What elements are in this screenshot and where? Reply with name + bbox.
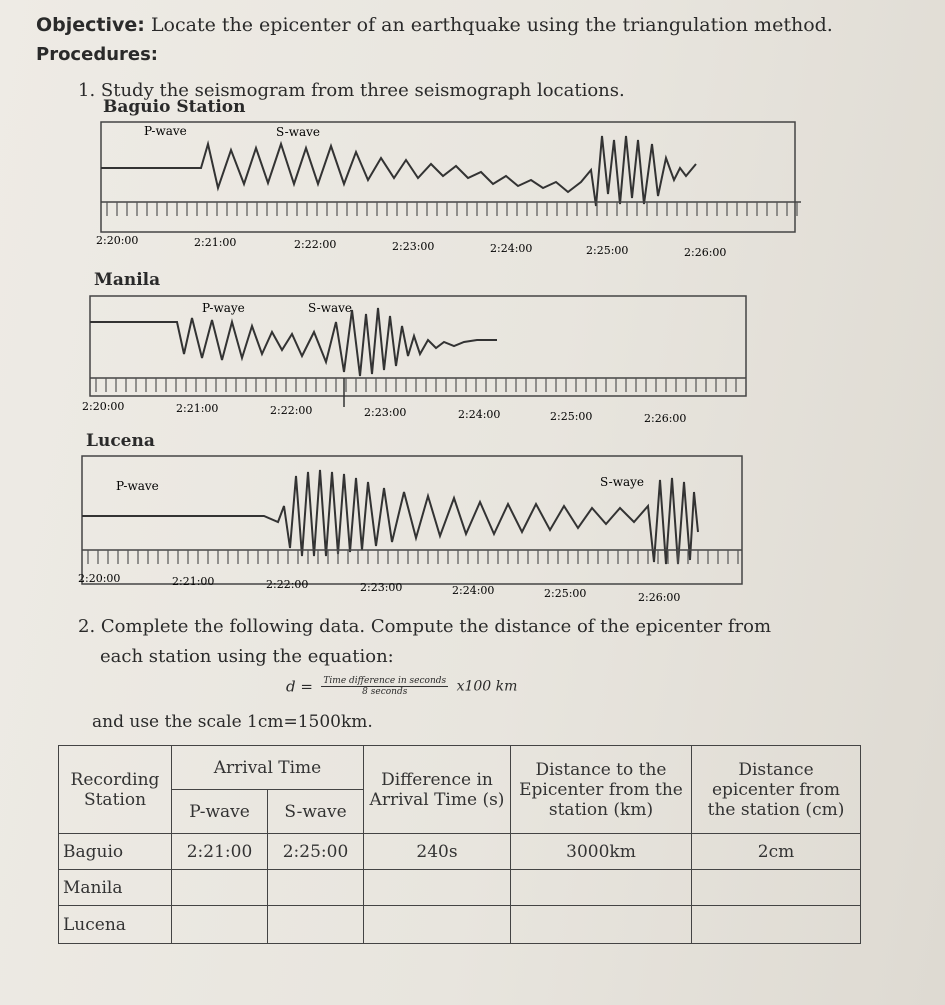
cell-distance-km[interactable]	[511, 870, 692, 906]
station-title-baguio: Baguio Station	[103, 97, 246, 117]
tick-label: 2:26:00	[638, 591, 681, 604]
tick-label: 2:20:00	[82, 400, 125, 413]
header-p-wave: P-wave	[172, 790, 268, 834]
table-row	[59, 870, 861, 906]
objective-label: Objective:	[36, 14, 145, 36]
p-wave-label: P-waye	[202, 301, 245, 315]
distance-equation	[286, 676, 517, 697]
equation-lhs: d =	[286, 677, 313, 696]
cell-station: Baguio	[59, 834, 172, 870]
tick-label: 2:22:00	[294, 238, 337, 251]
cell-s-wave[interactable]	[268, 870, 364, 906]
seismogram-manila	[82, 292, 752, 432]
cell-distance-cm: 2cm	[692, 834, 861, 870]
cell-s-wave[interactable]	[268, 906, 364, 944]
cell-difference: 240s	[364, 834, 511, 870]
step-2-line-1: 2. Complete the following data. Compute the distance of the epicenter from	[78, 616, 772, 637]
tick-label: 2:21:00	[194, 236, 237, 249]
cell-station: Lucena	[59, 906, 172, 944]
table-row	[59, 906, 861, 944]
header-distance-cm: Distance epicenter from the station (cm)	[692, 746, 861, 834]
tick-label: 2:23:00	[360, 581, 403, 594]
tick-label: 2:25:00	[550, 410, 593, 423]
cell-p-wave[interactable]	[172, 870, 268, 906]
header-station: Recording Station	[59, 746, 172, 834]
station-title-manila: Manila	[94, 270, 161, 290]
tick-label: 2:23:00	[392, 240, 435, 253]
tick-label: 2:23:00	[364, 406, 407, 419]
cell-station: Manila	[59, 870, 172, 906]
procedures-heading: Procedures:	[36, 44, 159, 65]
s-wave-label: S-wave	[276, 125, 321, 139]
tick-label: 2:24:00	[452, 584, 495, 597]
tick-label: 2:20:00	[78, 572, 121, 585]
tick-label: 2:21:00	[176, 402, 219, 415]
time-axis	[96, 378, 746, 392]
tick-label: 2:21:00	[172, 575, 215, 588]
seismogram-frame	[101, 122, 795, 232]
p-wave-label: P-wave	[116, 479, 159, 493]
tick-label: 2:25:00	[544, 587, 587, 600]
tick-label: 2:25:00	[586, 244, 629, 257]
header-s-wave: S-wave	[268, 790, 364, 834]
cell-s-wave: 2:25:00	[268, 834, 364, 870]
equation-denominator: 8 seconds	[362, 687, 408, 697]
header-difference: Difference in Arrival Time (s)	[364, 746, 511, 834]
station-title-lucena: Lucena	[86, 431, 155, 451]
cell-distance-km[interactable]	[511, 906, 692, 944]
tick-label: 2:26:00	[684, 246, 727, 259]
cell-distance-km: 3000km	[511, 834, 692, 870]
seismogram-trace	[90, 308, 497, 376]
data-table	[58, 745, 861, 944]
equation-numerator: Time difference in seconds	[323, 676, 447, 686]
cell-distance-cm[interactable]	[692, 870, 861, 906]
tick-label: 2:22:00	[270, 404, 313, 417]
seismogram-trace	[101, 136, 696, 206]
cell-distance-cm[interactable]	[692, 906, 861, 944]
tick-label: 2:26:00	[644, 412, 687, 425]
equation-multiplier: x100 km	[456, 678, 518, 695]
cell-difference[interactable]	[364, 906, 511, 944]
step-2	[78, 612, 771, 672]
table-row	[59, 834, 861, 870]
header-distance-km: Distance to the Epicenter from the station (km)	[511, 746, 692, 834]
tick-label: 2:24:00	[458, 408, 501, 421]
scale-text: and use the scale 1cm=1500km.	[92, 712, 373, 732]
time-axis	[88, 550, 738, 564]
time-axis	[107, 202, 797, 216]
cell-difference[interactable]	[364, 870, 511, 906]
cell-p-wave: 2:21:00	[172, 834, 268, 870]
header-row	[59, 746, 861, 790]
tick-label: 2:22:00	[266, 578, 309, 591]
seismogram-baguio	[96, 118, 801, 264]
tick-label: 2:24:00	[490, 242, 533, 255]
header-arrival: Arrival Time	[172, 746, 364, 790]
tick-label: 2:20:00	[96, 234, 139, 247]
seismogram-lucena	[78, 452, 746, 608]
equation-fraction	[321, 676, 448, 697]
p-wave-label: P-wave	[144, 124, 187, 138]
s-wave-label: S-waye	[600, 475, 645, 489]
cell-p-wave[interactable]	[172, 906, 268, 944]
s-wave-label: S-wave	[308, 301, 353, 315]
objective	[36, 14, 833, 36]
objective-text: Locate the epicenter of an earthquake using the triangulation method.	[150, 14, 833, 36]
step-2-line-2: each station using the equation:	[100, 646, 394, 667]
step-1: 1. Study the seismogram from three seismograph locations.	[78, 80, 625, 101]
